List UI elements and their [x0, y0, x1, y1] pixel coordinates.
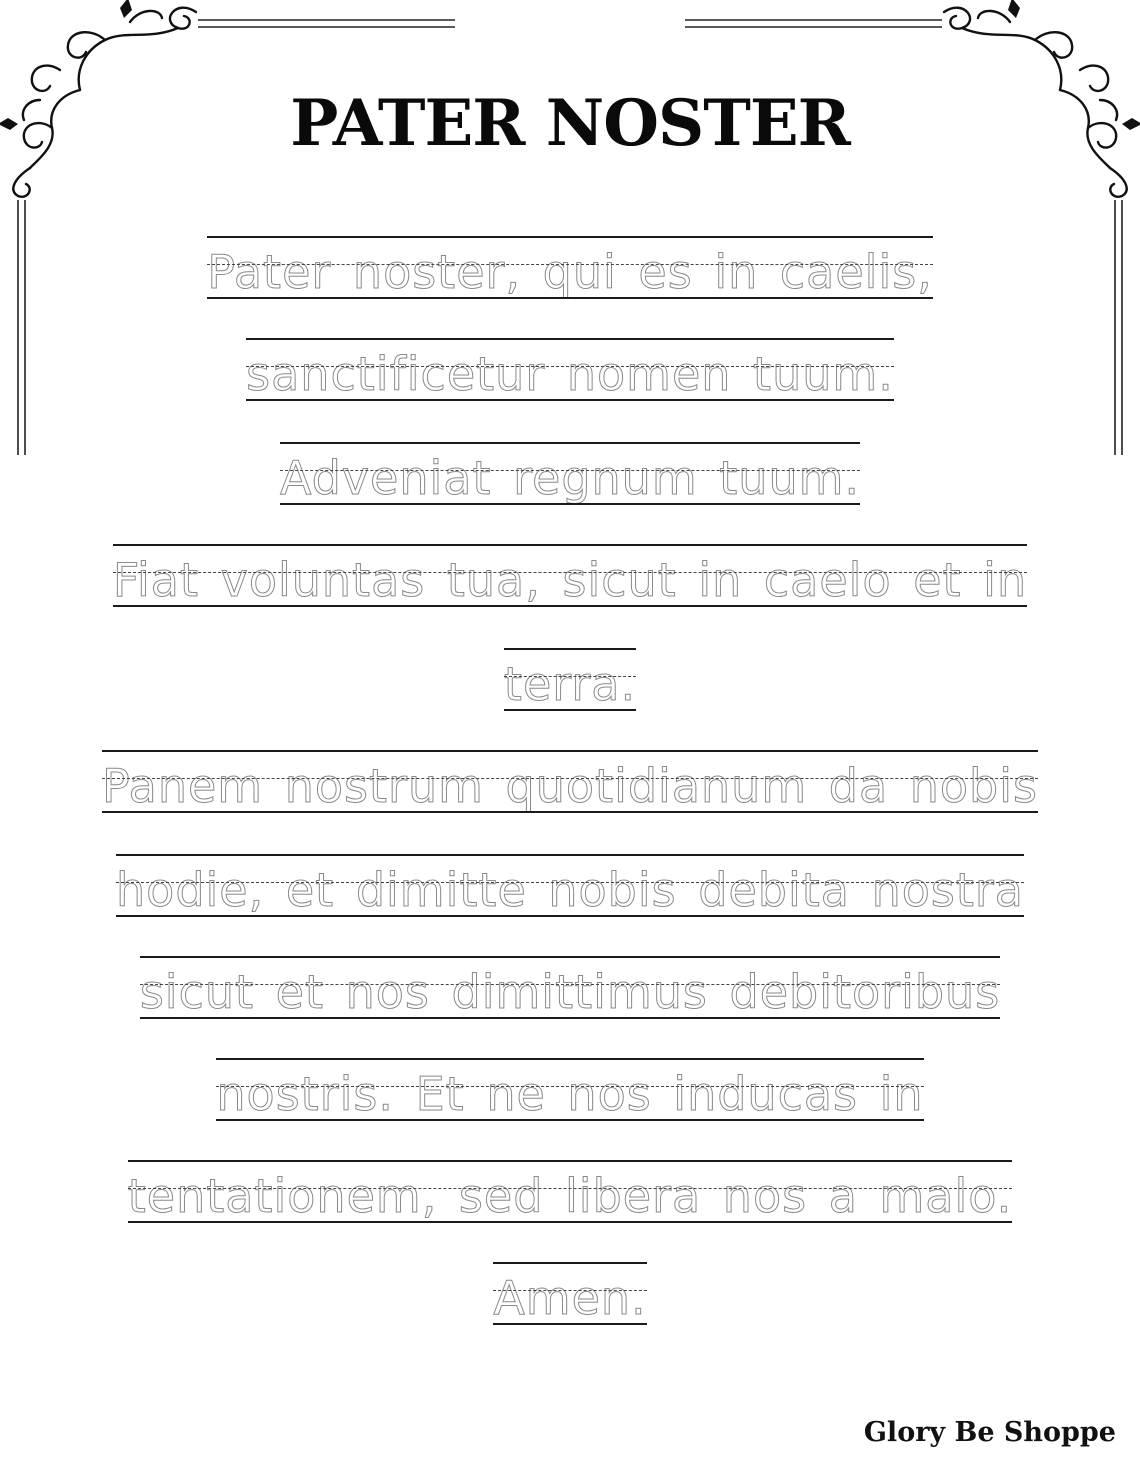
tracing-line — [0, 1271, 1140, 1325]
side-rule-left — [18, 200, 25, 455]
tracing-text: Panem nostrum quotidianum da nobis — [101, 759, 1039, 813]
tracing-line — [0, 1067, 1140, 1121]
tracing-text: Amen. — [493, 1271, 647, 1325]
tracing-text: sanctificetur nomen tuum. — [246, 347, 894, 401]
tracing-text: Adveniat regnum tuum. — [279, 451, 861, 505]
tracing-line — [0, 863, 1140, 917]
tracing-line — [0, 347, 1140, 401]
tracing-line — [0, 451, 1140, 505]
tracing-text: Fiat voluntas tua, sicut in caelo et in — [112, 553, 1028, 607]
tracing-text: sicut et nos dimittimus debitoribus — [139, 965, 1001, 1019]
tracing-text: hodie, et dimitte nobis debita nostra — [116, 863, 1024, 917]
tracing-line — [0, 965, 1140, 1019]
tracing-line — [0, 759, 1140, 813]
tracing-line — [0, 1169, 1140, 1223]
tracing-text: Pater noster, qui es in caelis, — [207, 245, 933, 299]
tracing-line — [0, 553, 1140, 607]
tracing-text: nostris. Et ne nos inducas in — [216, 1067, 924, 1121]
page-title: PATER NOSTER — [290, 86, 850, 161]
tracing-line — [0, 657, 1140, 711]
top-rule-left — [198, 20, 455, 27]
tracing-text: tentationem, sed libera nos a malo. — [127, 1169, 1013, 1223]
top-rule-right — [685, 20, 942, 27]
tracing-line — [0, 245, 1140, 299]
side-rule-right — [1115, 200, 1122, 455]
tracing-text: terra. — [503, 657, 637, 711]
brand-signature: Glory Be Shoppe — [863, 1417, 1116, 1448]
